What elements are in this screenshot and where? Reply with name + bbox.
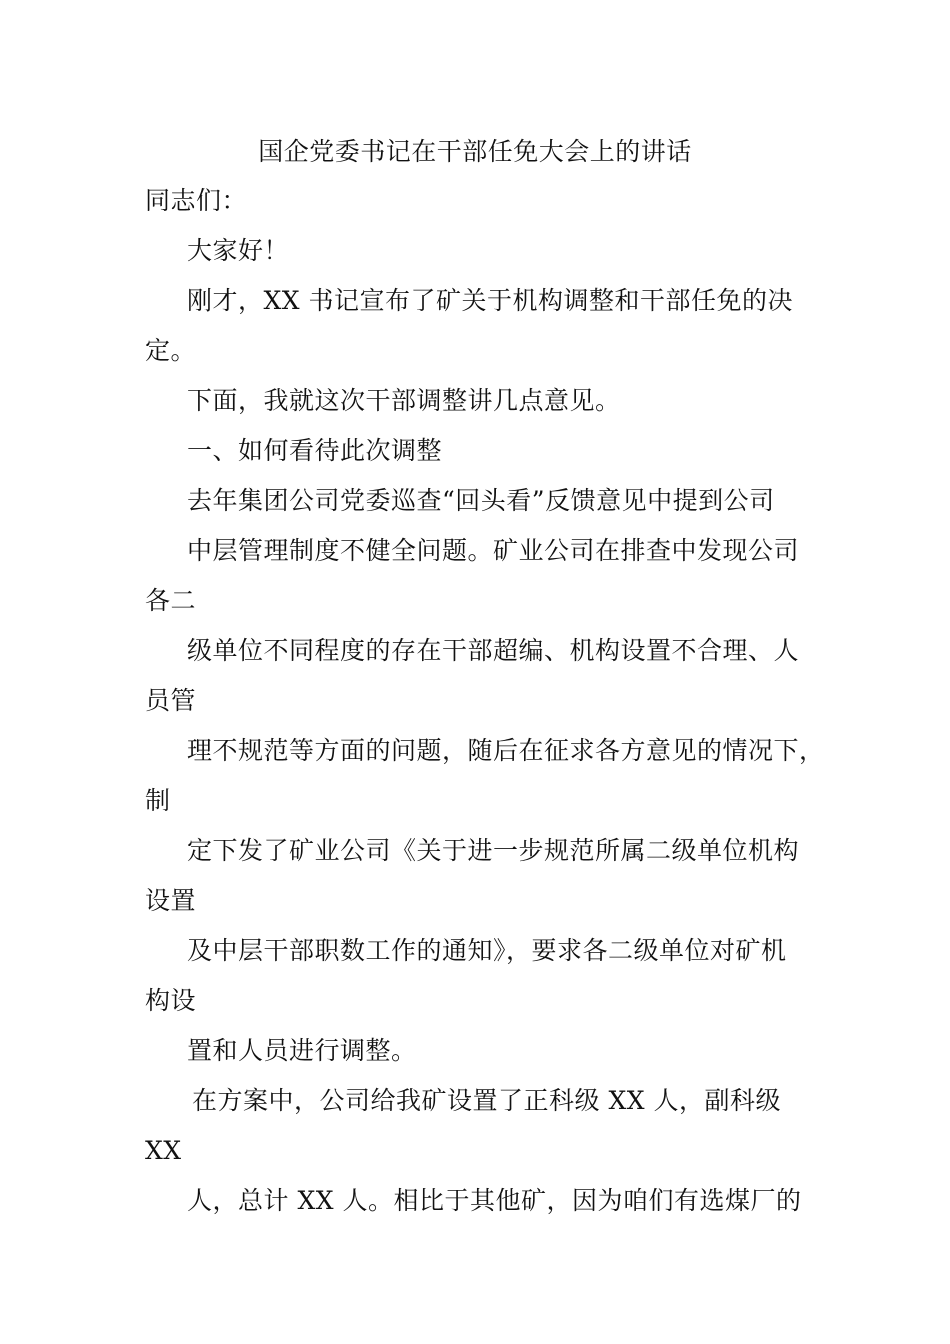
document-title: 国企党委书记在干部任免大会上的讲话	[258, 137, 692, 166]
paragraph-line: 中层管理制度不健全问题。矿业公司在排查中发现公司	[187, 536, 800, 565]
paragraph-line: 去年集团公司党委巡查“回头看”反馈意见中提到公司	[187, 486, 775, 515]
paragraph-line: 制	[145, 786, 171, 815]
paragraph-line: 定。	[145, 336, 197, 365]
paragraph-line: 级单位不同程度的存在干部超编、机构设置不合理、人	[187, 636, 800, 665]
paragraph-line: 设置	[145, 886, 197, 915]
paragraph-line: 员管	[145, 686, 197, 715]
paragraph-line: 定下发了矿业公司《关于进一步规范所属二级单位机构	[187, 836, 800, 865]
paragraph-line: 置和人员进行调整。	[187, 1036, 417, 1065]
paragraph-line: 下面，我就这次干部调整讲几点意见。	[187, 386, 621, 415]
paragraph-line: 刚才，XX 书记宣布了矿关于机构调整和干部任免的决	[187, 286, 794, 315]
paragraph-line: 及中层干部职数工作的通知》，要求各二级单位对矿机	[187, 936, 787, 965]
section-heading: 一、如何看待此次调整	[187, 436, 443, 465]
paragraph-line: 各二	[145, 586, 197, 615]
paragraph-line: 人，总计 XX 人。相比于其他矿，因为咱们有选煤厂的	[187, 1186, 802, 1215]
greeting: 大家好！	[187, 236, 290, 265]
paragraph-line: 在方案中，公司给我矿设置了正科级 XX 人，副科级	[192, 1086, 781, 1115]
paragraph-line: XX	[145, 1136, 182, 1165]
paragraph-line: 构设	[145, 986, 197, 1015]
paragraph-line: 理不规范等方面的问题，随后在征求各方意见的情况下，	[187, 736, 825, 765]
salutation: 同志们：	[145, 186, 248, 215]
